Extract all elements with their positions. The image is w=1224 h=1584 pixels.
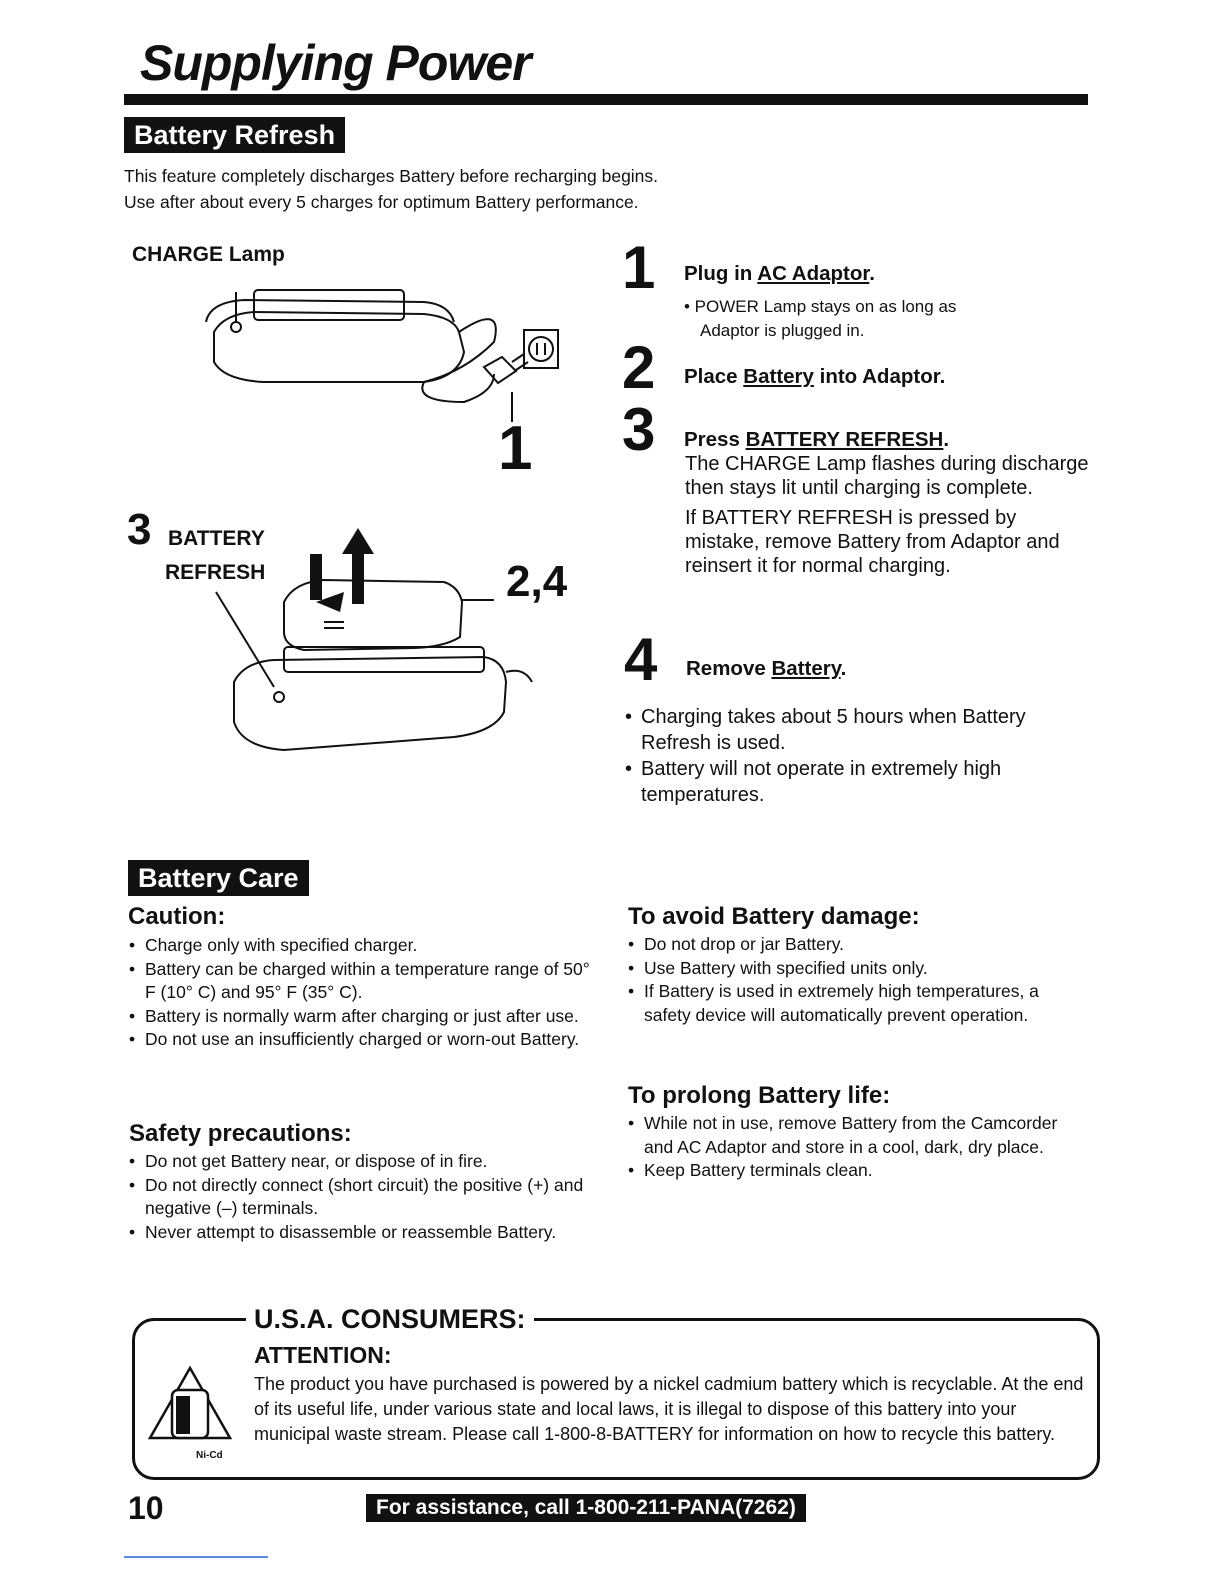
battery-care-heading: Battery Care <box>128 860 309 896</box>
figure-callout-1: 1 <box>498 414 533 483</box>
caution-item: • Charge only with specified charger. <box>129 934 594 958</box>
avoid-damage-item: • Do not drop or jar Battery. <box>628 933 1068 957</box>
avoid-damage-item: • Use Battery with specified units only. <box>628 957 1068 981</box>
battery-label: BATTERY <box>168 527 265 550</box>
charger-illustration <box>124 262 594 782</box>
safety-item: • Never attempt to disassemble or reassemble Battery. <box>129 1221 589 1245</box>
prolong-item: • Keep Battery terminals clean. <box>628 1159 1068 1183</box>
caution-item: • Battery is normally warm after charging or just after use. <box>129 1005 594 1029</box>
caution-list <box>129 934 594 1052</box>
step-2-number: 2 <box>622 334 656 401</box>
consumers-title: U.S.A. CONSUMERS: <box>246 1304 534 1335</box>
figure-step-3: 3 <box>127 505 152 554</box>
safety-item: • Do not directly connect (short circuit) the positive (+) and negative (–) terminals. <box>129 1174 589 1221</box>
caution-item: • Do not use an insufficiently charged or worn-out Battery. <box>129 1028 594 1052</box>
prolong-list <box>628 1112 1068 1183</box>
step-4-number: 4 <box>624 626 658 693</box>
step-2-heading: Place Battery into Adaptor. <box>684 365 946 388</box>
safety-title: Safety precautions: <box>129 1120 352 1147</box>
battery-refresh-intro <box>124 163 658 215</box>
refresh-note: • Charging takes about 5 hours when Battery Refresh is used. <box>625 704 1085 756</box>
charger-bottom-body <box>234 657 506 750</box>
step-4-heading: Remove Battery. <box>686 657 847 680</box>
refresh-note: • Battery will not operate in extremely high temperatures. <box>625 756 1085 808</box>
step-3-body: The CHARGE Lamp flashes during discharge then stays lit until charging is complete. If BATTERY REFRESH is pressed by mistake, remove Battery from Adaptor and reinsert it for normal charging. <box>685 453 1089 577</box>
avoid-damage-item: • If Battery is used in extremely high temperatures, a safety device will automatically prevent operation. <box>628 980 1068 1027</box>
attention-label: ATTENTION: <box>254 1342 392 1368</box>
power-cord <box>422 319 495 402</box>
avoid-damage-list <box>628 933 1068 1027</box>
refresh-notes <box>625 704 1085 808</box>
step-1-heading: Plug in AC Adaptor. <box>684 262 875 285</box>
footer-line <box>124 1556 268 1558</box>
step-3-number: 3 <box>622 396 656 463</box>
charger-top-slot <box>254 290 404 320</box>
prolong-item: • While not in use, remove Battery from the Camcorder and AC Adaptor and store in a cool, dark, dry place. <box>628 1112 1068 1159</box>
page-number: 10 <box>128 1490 164 1526</box>
figure-callout-2-4: 2,4 <box>506 557 568 606</box>
charger-top-lid <box>206 300 454 322</box>
safety-list <box>129 1150 589 1244</box>
avoid-damage-title: To avoid Battery damage: <box>628 903 920 930</box>
step-1-note: • POWER Lamp stays on as long as Adaptor is plugged in. <box>684 297 957 340</box>
intro-line-1: This feature completely discharges Battery before recharging begins. <box>124 166 659 186</box>
charge-lamp-label: CHARGE Lamp <box>132 243 285 266</box>
page-title: Supplying Power <box>140 35 531 91</box>
recycle-logo-icon <box>140 1360 246 1466</box>
charger-bottom-cord <box>506 671 532 682</box>
consumers-text: The product you have purchased is powered by a nickel cadmium battery which is recyclable. At the end of its useful life, under various state and local laws, it is illegal to dispose of this battery into your municipal waste stream. Please call 1-800-8-BATTERY for information on how to recycle this battery. <box>254 1374 1084 1444</box>
step-1-number: 1 <box>622 234 656 301</box>
power-plug <box>484 357 516 383</box>
caution-item: • Battery can be charged within a temperature range of 50° F (10° C) and 95° F (35° C). <box>129 958 594 1005</box>
caution-title: Caution: <box>128 903 226 930</box>
nicd-logo-text: Ni-Cd <box>196 1450 223 1461</box>
refresh-label: REFRESH <box>165 561 266 584</box>
prolong-title: To prolong Battery life: <box>628 1082 891 1109</box>
step-3-heading: Press BATTERY REFRESH. <box>684 428 950 451</box>
battery-refresh-heading: Battery Refresh <box>124 117 345 153</box>
up-arrow-icon <box>342 528 374 554</box>
title-rule <box>124 94 1088 105</box>
assistance-banner: For assistance, call 1-800-211-PANA(7262) <box>366 1494 806 1522</box>
intro-line-2: Use after about every 5 charges for optimum Battery performance. <box>124 192 639 212</box>
safety-item: • Do not get Battery near, or dispose of in fire. <box>129 1150 589 1174</box>
charger-top-body <box>214 312 464 382</box>
